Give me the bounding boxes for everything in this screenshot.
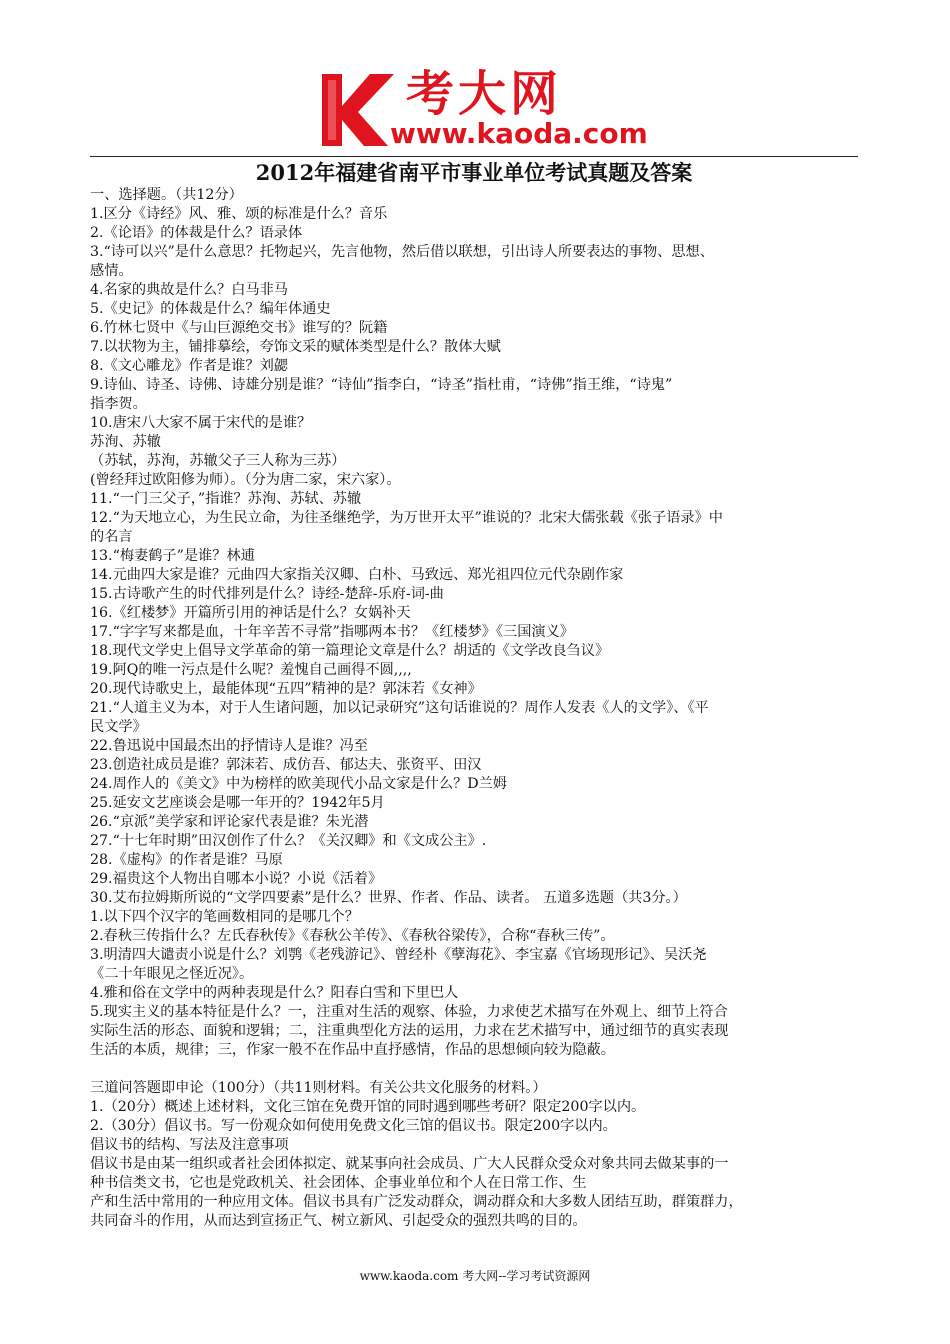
header-divider (90, 156, 858, 157)
text-line: 产和生活中常用的一种应用文体。倡议书具有广泛发动群众，调动群众和大多数人团结互助，群策群力， (90, 1194, 743, 1210)
text-line: 22.鲁迅说中国最杰出的抒情诗人是谁？冯至 (90, 738, 368, 754)
text-line: 1.（20分）概述上述材料，文化三馆在免费开馆的同时遇到哪些考研？限定200字以内。 (90, 1099, 646, 1115)
text-line: 12.“为天地立心，为生民立命，为往圣继绝学，为万世开太平”谁说的？北宋大儒张载《张子语录》中 (90, 510, 723, 526)
text-line: 3.明清四大谴责小说是什么？刘鹗《老残游记》、曾经朴《孽海花》、李宝嘉《官场现形记》、吴沃尧 (90, 947, 707, 963)
text-line: 30.艾布拉姆斯所说的“文学四要素”是什么？世界、作者、作品、读者。 五道多选题（共3分。） (90, 890, 687, 906)
text-line: 实际生活的形态、面貌和逻辑；二，注重典型化方法的运用，力求在艺术描写中，通过细节的真实表现 (90, 1023, 729, 1039)
text-line: 5.《史记》的体裁是什么？编年体通史 (90, 301, 331, 317)
text-line: 13.“梅妻鹤子”是谁？林逋 (90, 548, 255, 564)
text-line: 21.“人道主义为本，对于人生诸问题，加以记录研究”这句话谁说的？周作人发表《人的文学》、《平 (90, 700, 709, 716)
text-line: 11.“一门三父子，”指谁？苏洵、苏轼、苏辙 (90, 491, 362, 507)
text-line: 民文学》 (90, 719, 147, 735)
text-line: 种书信类文书，它也是党政机关、社会团体、企事业单位和个人在日常工作、生 (90, 1175, 587, 1191)
text-line: 23.创造社成员是谁？郭沫若、成仿吾、郁达夫、张资平、田汉 (90, 757, 482, 773)
text-line: 倡议书的结构、写法及注意事项 (90, 1137, 289, 1153)
text-line: 4.雅和俗在文学中的两种表现是什么？阳春白雪和下里巴人 (90, 985, 459, 1001)
text-line: 17.“字字写来都是血，十年辛苦不寻常”指哪两本书？《红楼梦》《三国演义》 (90, 624, 574, 640)
text-line: 14.元曲四大家是谁？元曲四大家指关汉卿、白朴、马致远、郑光祖四位元代杂剧作家 (90, 567, 624, 583)
text-line: 9.诗仙、诗圣、诗佛、诗雄分别是谁？“诗仙”指李白，“诗圣”指杜甫，“诗佛”指王维，“诗鬼” (90, 377, 673, 393)
text-line: 倡议书是由某一组织或者社会团体拟定、就某事向社会成员、广大人民群众受众对象共同去做某事的一 (90, 1156, 729, 1172)
text-line: (曾经拜过欧阳修为师）。（分为唐二家，宋六家）。 (90, 472, 401, 488)
text-line: 苏洵、苏辙 (90, 434, 161, 450)
text-line: 一、选择题。（共12分） (90, 187, 243, 203)
text-line: 15.古诗歌产生的时代排列是什么？诗经-楚辞-乐府-词-曲 (90, 586, 444, 602)
text-line: （苏轼，苏洵，苏辙父子三人称为三苏） (90, 453, 346, 469)
text-line: 的名言 (90, 529, 133, 545)
text-line: 2.《论语》的体裁是什么？语录体 (90, 225, 303, 241)
logo-url: www.kaoda.com (390, 117, 648, 150)
text-line: 16.《红楼梦》开篇所引用的神话是什么？女娲补天 (90, 605, 411, 621)
text-line: 10.唐宋八大家不属于宋代的是谁？ (90, 415, 312, 431)
text-line: 4.名家的典故是什么？白马非马 (90, 282, 288, 298)
text-line: 3.“诗可以兴”是什么意思？托物起兴，先言他物，然后借以联想，引出诗人所要表达的事物、思想、 (90, 244, 714, 260)
text-line: 1.以下四个汉字的笔画数相同的是哪几个？ (90, 909, 359, 925)
page-footer: www.kaoda.com 考大网--学习考试资源网 (359, 1269, 591, 1283)
logo-title: 考大网 (406, 66, 563, 122)
text-line: 18.现代文学史上倡导文学革命的第一篇理论文章是什么？胡适的《文学改良刍议》 (90, 643, 610, 659)
blank-line (90, 1060, 858, 1079)
text-line: 指李贺。 (90, 396, 147, 412)
text-line: 24.周作人的《美文》中为榜样的欧美现代小品文家是什么？D兰姆 (90, 776, 508, 792)
text-line: 生活的本质，规律；三，作家一般不在作品中直抒感情，作品的思想倾向较为隐蔽。 (90, 1042, 615, 1058)
text-line: 5.现实主义的基本特征是什么？一，注重对生活的观察、体验，力求使艺术描写在外观上、细节上符合 (90, 1004, 728, 1020)
text-line: 6.竹林七贤中《与山巨源绝交书》谁写的？阮籍 (90, 320, 388, 336)
text-line: 7.以状物为主，铺排摹绘，夸饰文采的赋体类型是什么？散体大赋 (90, 339, 501, 355)
text-line: 8.《文心雕龙》作者是谁？刘勰 (90, 358, 288, 374)
site-logo (318, 66, 658, 152)
text-line: 1.区分《诗经》风、雅、颂的标准是什么？音乐 (90, 206, 388, 222)
kaoda-logo-icon (318, 66, 400, 152)
text-line: 28.《虚构》的作者是谁？马原 (90, 852, 283, 868)
text-line: 三道问答题即申论（100分）（共11则材料。有关公共文化服务的材料。） (90, 1080, 547, 1096)
text-line: 19.阿Q的唯一污点是什么呢？羞愧自己画得不圆,,,, (90, 662, 412, 678)
text-line: 27.“十七年时期”田汉创作了什么？《关汉卿》和《文成公主》. (90, 833, 487, 849)
text-line: 2.（30分）倡议书。写一份观众如何使用免费文化三馆的倡议书。限定200字以内。 (90, 1118, 617, 1134)
text-line: 《二十年眼见之怪近况》。 (90, 966, 254, 982)
text-line: 25.延安文艺座谈会是哪一年开的？1942年5月 (90, 795, 385, 811)
text-line: 20.现代诗歌史上，最能体现“五四”精神的是？郭沫若《女神》 (90, 681, 482, 697)
document-body (90, 186, 858, 1231)
text-line: 共同奋斗的作用，从而达到宣扬正气、树立新风、引起受众的强烈共鸣的目的。 (90, 1213, 587, 1229)
text-line: 26.“京派”美学家和评论家代表是谁？朱光潜 (90, 814, 369, 830)
text-line: 感情。 (90, 263, 133, 279)
text-line: 2.春秋三传指什么？左氏春秋传》《春秋公羊传》、《春秋谷梁传》，合称“春秋三传”。 (90, 928, 615, 944)
page-title: 2012年福建省南平市事业单位考试真题及答案 (255, 160, 693, 185)
text-line: 29.福贵这个人物出自哪本小说？小说《活着》 (90, 871, 383, 887)
